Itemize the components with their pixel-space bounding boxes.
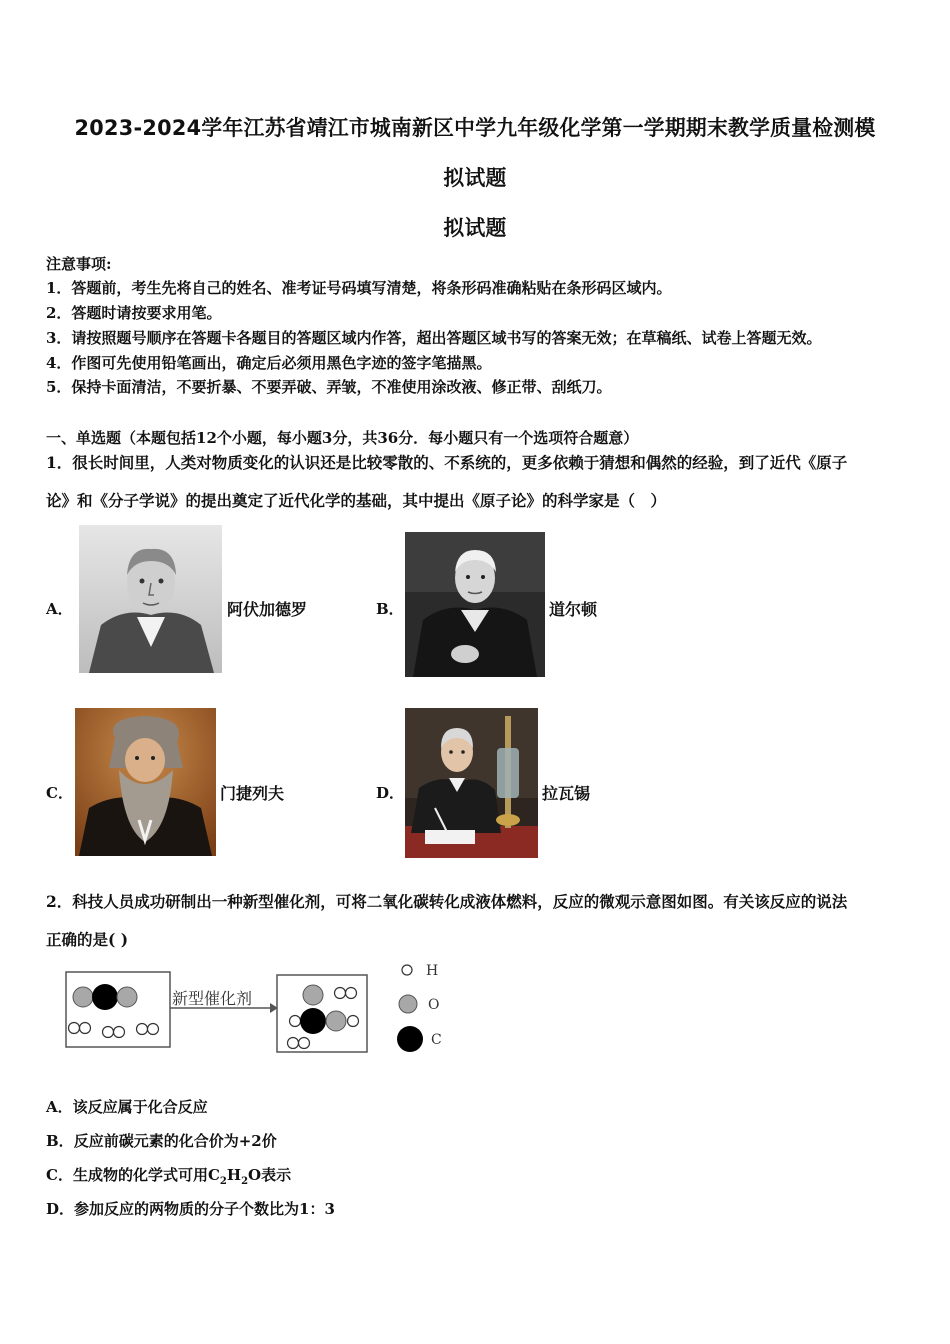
reaction-diagram [60,955,460,1055]
option-letter: D． [46,1200,75,1218]
portrait-mendeleev [75,708,216,856]
section-heading: 一、单选题（本题包括12个小题，每小题3分，共36分．每小题只有一个选项符合题意） [46,429,639,447]
option-c-name: 门捷列夫 [220,784,285,803]
option-text: 参加反应的两物质的分子个数比为1：3 [74,1200,335,1218]
option-letter: C． [46,1166,73,1184]
option-d-letter: D． [376,784,405,802]
notice-item: 3．请按照题号顺序在答题卡各题目的答题区域内作答，超出答题区域书写的答案无效；在草稿纸、试卷上答题无效。 [46,329,822,347]
option-text: 反应前碳元素的化合价为+2价 [73,1132,277,1150]
question-1-text-cont: 论》和《分子学说》的提出奠定了近代化学的基础，其中提出《原子论》的科学家是（ ） [46,491,667,510]
q2-option-a [46,1096,208,1117]
q2-option-d [46,1198,335,1219]
legend-c-label: C [431,1032,442,1048]
notice-item: 5．保持卡面清洁，不要折暴、不要弄破、弄皱，不准使用涂改液、修正带、刮纸刀。 [46,378,612,396]
option-a-letter: A． [46,600,73,618]
option-text-tail: 表示 [261,1166,292,1184]
q2-option-b [46,1130,277,1151]
catalyst-label: 新型催化剂 [172,989,253,1008]
legend [397,963,442,1052]
formula: $C_2H_2O$ [207,1166,262,1187]
page-title: 2023-2024学年江苏省靖江市城南新区中学九年级化学第一学期期末教学质量检测模 [74,116,876,140]
notice-item: 2．答题时请按要求用笔。 [46,304,222,322]
option-letter: A． [46,1098,73,1116]
legend-h-label: H [426,963,439,979]
q2-option-c [46,1164,291,1187]
question-2-text-cont: 正确的是( ) [46,930,129,949]
portrait-lavoisier [405,708,538,858]
notice-item: 1．答题前，考生先将自己的姓名、准考证号码填写清楚，将条形码准确粘贴在条形码区域内。 [46,279,672,297]
option-d-name: 拉瓦锡 [542,784,591,803]
question-1-text: 1．很长时间里，人类对物质变化的认识还是比较零散的、不系统的，更多依赖于猜想和偶然的经验，到了近代《原子 [46,453,848,472]
option-text: 该反应属于化合反应 [72,1098,208,1116]
option-b-letter: B． [376,600,404,618]
reactants-box [66,972,170,1047]
products-box [277,975,367,1052]
page-title-continued: 拟试题 [443,166,507,190]
notice-item: 4．作图可先使用铅笔画出，确定后必须用黑色字迹的签字笔描黑。 [46,354,492,372]
portrait-dalton [405,532,545,677]
option-text: 生成物的化学式可用 [72,1166,208,1184]
page-subtitle: 拟试题 [443,216,507,240]
option-c-letter: C． [46,784,73,802]
portrait-avogadro [79,525,222,673]
notice-heading: 注意事项: [46,255,112,273]
legend-o-label: O [428,997,440,1013]
option-a-name: 阿伏加德罗 [227,600,308,619]
option-b-name: 道尔顿 [549,600,598,619]
option-letter: B． [46,1132,74,1150]
question-2-text: 2．科技人员成功研制出一种新型催化剂，可将二氧化碳转化成液体燃料，反应的微观示意图如图。有关该反应的说法 [46,892,848,911]
